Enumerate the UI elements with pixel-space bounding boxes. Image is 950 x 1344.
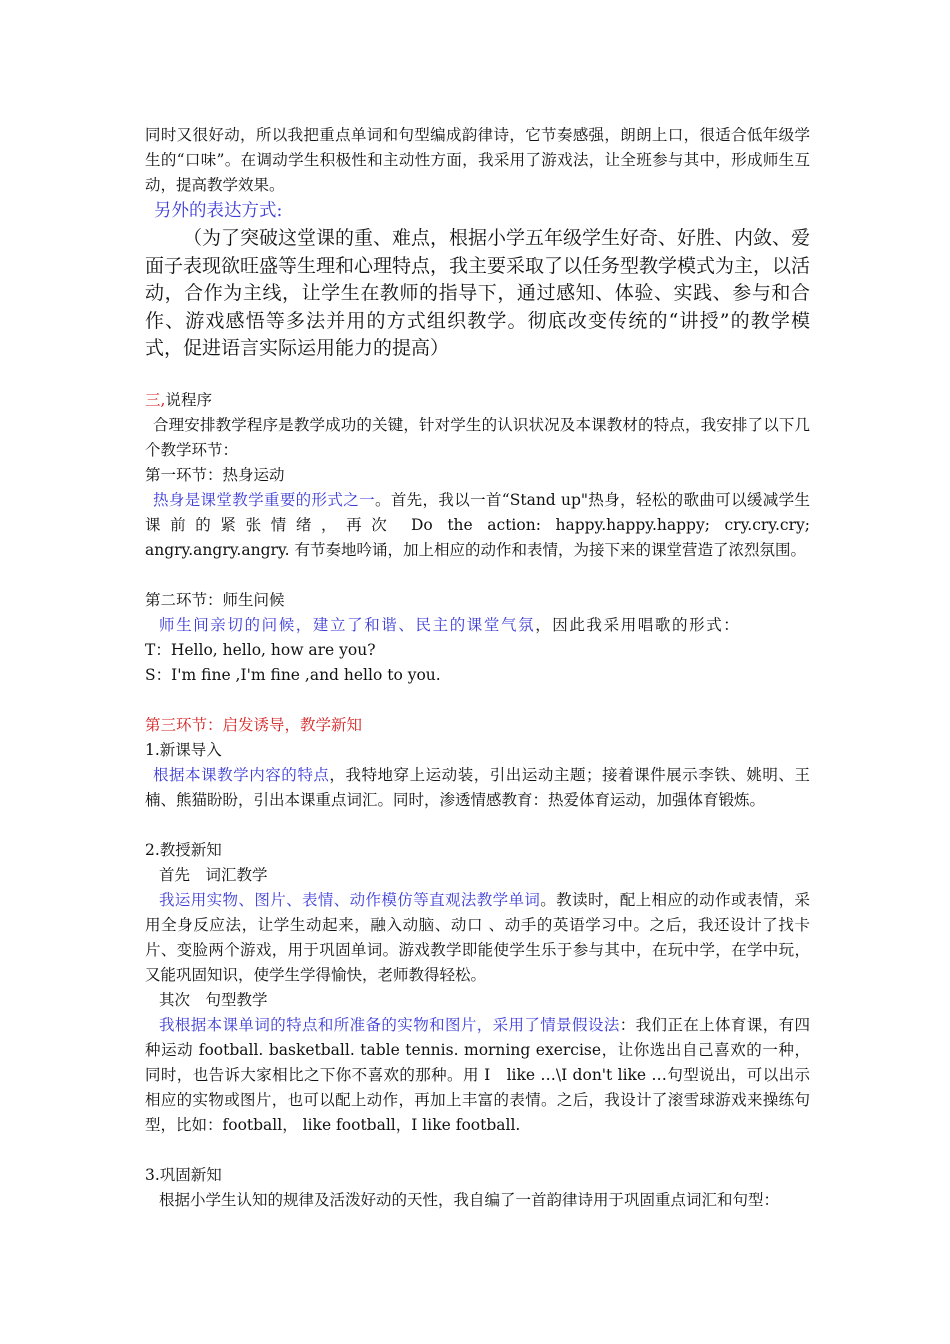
spacer <box>145 563 810 588</box>
sentence-highlight: 我根据本课单词的特点和所准备的实物和图片，采用了情景假设法 <box>159 1015 620 1034</box>
subsection1-title: 1.新课导入 <box>145 740 222 759</box>
step1-title: 第一环节：热身运动 <box>145 465 285 484</box>
step1-text: 。首先，我以一首“Stand up"热身，轻松的歌曲可以缓减学生课前的紧张情绪，再次 Do the action: happy.happy.happy; cry.cry.cry; angry.angry.angry. 有节奏地吟诵，加上相应的动作和表情，为接下来的课堂营造了浓烈氛围。 <box>145 490 810 559</box>
alt-expression-text: （为了突破这堂课的重、难点，根据小学五年级学生好奇、好胜、内敛、爱面子表现欲旺盛等生理和心理特点，我主要采取了以任务型教学模式为主，以活动，合作为主线，让学生在教师的指导下，通过感知、体验、实践、参与和合作、游戏感悟等多法并用的方式组织教学。彻底改变传统的“讲授”的教学模式，促进语言实际运用能力的提高） <box>145 227 811 359</box>
subsection2-title: 2.教授新知 <box>145 840 222 859</box>
step3-title: 第三环节：启发诱导，教学新知 <box>145 715 363 734</box>
sentence-teaching-paragraph <box>145 1013 810 1138</box>
section-heading <box>145 388 810 413</box>
step1-paragraph <box>145 488 810 563</box>
spacer <box>145 363 810 388</box>
spacer <box>145 688 810 713</box>
section-number: 三, <box>145 390 166 409</box>
step2-text: ，因此我采用唱歌的形式： <box>535 615 741 634</box>
step2-title: 第二环节：师生问候 <box>145 590 285 609</box>
subsection1-paragraph <box>145 763 810 813</box>
subsection3-title: 3.巩固新知 <box>145 1165 222 1184</box>
step2-paragraph <box>145 613 810 638</box>
alt-expression-heading: 另外的表达方式: <box>154 201 283 221</box>
document-page <box>145 123 810 1213</box>
vocab-teaching-paragraph <box>145 888 810 988</box>
dialog-student: S：I'm fine ,I'm fine ,and hello to you. <box>145 665 441 684</box>
step1-highlight: 热身是课堂教学重要的形式之一 <box>153 490 375 509</box>
subsection3-paragraph: 根据小学生认知的规律及活泼好动的天性，我自编了一首韵律诗用于巩固重点词汇和句型： <box>159 1190 780 1209</box>
spacer <box>145 1138 810 1163</box>
spacer <box>145 813 810 838</box>
vocab-teaching-title: 首先 词汇教学 <box>159 865 268 884</box>
sentence-text: ：我们正在上体育课，有四种运动 football. basketball. table tennis. morning exercise，让你选出自己喜欢的一种，同时，也告诉大家相比之下你不喜欢的那种。用 I like …\I don't like …句型说出，可以出示相应的实物或图片，也可以配上动作，再加上丰富的表情。之后，我设计了滚雪球游戏来操练句型，比如：football， like football，I like football. <box>145 1015 810 1134</box>
sentence-teaching-title: 其次 句型教学 <box>159 990 268 1009</box>
subsection1-highlight: 根据本课教学内容的特点 <box>153 765 330 784</box>
section-title: 说程序 <box>165 390 212 409</box>
intro-paragraph: 同时又很好动，所以我把重点单词和句型编成韵律诗，它节奏感强，朗朗上口，很适合低年级学生的“口味”。在调动学生积极性和主动性方面，我采用了游戏法，让全班参与其中，形成师生互动，提高教学效果。 <box>145 126 810 194</box>
vocab-highlight: 我运用实物、图片、表情、动作模仿等直观法教学单词 <box>159 890 541 909</box>
section-intro: 合理安排教学程序是教学成功的关键，针对学生的认识状况及本课教材的特点，我安排了以下几个教学环节： <box>145 415 810 459</box>
vocab-text: 。教读时，配上相应的动作或表情，采用全身反应法，让学生动起来，融入动脑、动口 、动手的英语学习中。之后，我还设计了找卡片、变脸两个游戏，用于巩固单词。游戏教学即能使学生乐于参与其中，在玩中学，在学中玩，又能巩固知识，使学生学得愉快，老师教得轻松。 <box>145 890 810 984</box>
step2-highlight: 师生间亲切的问候，建立了和谐、民主的课堂气氛 <box>159 615 536 634</box>
dialog-teacher: T：Hello, hello, how are you? <box>145 640 376 659</box>
subsection1-text: ，我特地穿上运动装，引出运动主题；接着课件展示李铁、姚明、王楠、熊猫盼盼，引出本课重点词汇。同时，渗透情感教育：热爱体育运动，加强体育锻炼。 <box>145 765 810 809</box>
